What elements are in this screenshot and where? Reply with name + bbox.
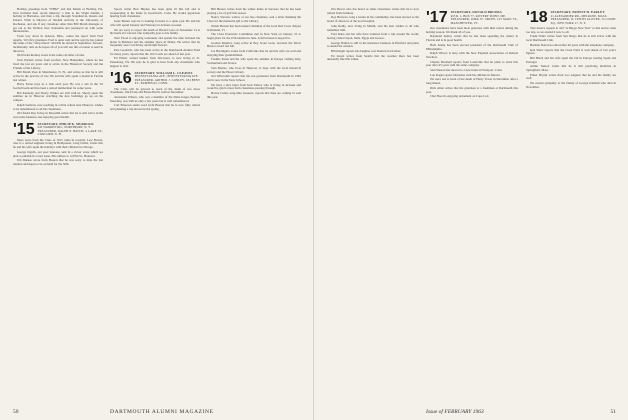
paragraph: The Class Executive Committee met in New York on January 10 to begin plans for the 47th reunion in June. A full turnout is hoped for. bbox=[207, 32, 301, 40]
paragraph: Harry Eaton pays us a visit each year. He was a sub in the '16 football team and has been a retired lumberman for some years. bbox=[13, 82, 103, 91]
class-officers bbox=[38, 123, 103, 137]
paragraph: We were sad to learn of the death of Harry Tower in December after a long illness. bbox=[426, 77, 518, 86]
paragraph: Gordon Maurice, long active in Boy Scout work, received the Silver Beaver award last fall. bbox=[207, 40, 301, 49]
secretary-address: 645 WARREN RD., NORTHPORT, N. Y. bbox=[37, 125, 91, 130]
issue-date: Issue of FEBRUARY 1963 bbox=[426, 409, 484, 415]
paragraph: Raymond Kelley writes that he has been spending the winter in Florida and is in good health. bbox=[426, 34, 518, 43]
right-column-2 bbox=[426, 8, 518, 408]
paragraph: Carl Emerson sends word from Boston that he is now fully retired and planning a trip abroad in the spring. bbox=[110, 103, 200, 112]
paragraph: Old friend Ray Tobey in Meredith writes that he is still active in his real estate business and enjoying good health. bbox=[13, 111, 103, 119]
paragraph: Charles Marshall reports from Louisville that he plans to retire this year after 45 years with the same company. bbox=[426, 59, 518, 68]
class-heading-1918 bbox=[526, 11, 616, 25]
secretary-address: PENNSYLVANIA AVE., PENNSYLVANIA AVE. bbox=[134, 74, 199, 79]
paragraph: Ken Shaw reports that the Class Fund is well ahead of last year's figures. bbox=[526, 47, 616, 56]
paragraph: Dick Allen writes that his grandson is a freshman at Dartmouth this year. bbox=[426, 85, 518, 94]
class-heading-1915 bbox=[13, 120, 103, 138]
paragraph: Howie Cutler, long-time treasurer, reports that dues are coming in well this year. bbox=[207, 91, 301, 99]
paragraph: Ralph Sanborn, now teaching in a little school near Hanover, wishes to be remembered to all his classmates. bbox=[13, 102, 103, 111]
secretary-line: SECRETARY, PHILIP K. MURDOCK bbox=[37, 121, 94, 126]
paragraph: From way down in Jackson, Miss., comes the report from Fred Applin, '16's first grandson. Fred is quite well and he says he has joined the ranks of the "sixty-niners" and that he retired in September. Stevens, incidentally, tells us he hopes all of you will use this occasion to send in the news. bbox=[13, 33, 103, 53]
paragraph: Roy Burrows, long a leader in his community, has been elected to the board of directors of the local hospital. bbox=[327, 15, 419, 24]
paragraph: The Class will be grieved to learn of the death of two more classmates, Jim Evans and Ernest Hatch, both in December. bbox=[110, 86, 200, 95]
class-officers bbox=[551, 11, 616, 25]
class-heading-1916 bbox=[110, 69, 200, 87]
class-notes-text bbox=[426, 27, 518, 99]
paragraph: George Hallett is still in the insurance business in Hartford and plans to attend the reunion. bbox=[327, 40, 419, 49]
class-notes-text bbox=[110, 88, 200, 112]
paragraph: Herman Dole has retired after 40 years with the telephone company. bbox=[530, 42, 615, 47]
paragraph: Frank Fuller writes from San Diego that he is still active with the local Dartmouth Club. bbox=[526, 34, 616, 43]
treasurer-line: TREASURER, ARTHUR J. CONLEY, 184 BENT ST., FAIRFIELD, CONN. bbox=[134, 77, 200, 86]
class-year: '16 bbox=[110, 69, 132, 87]
class-officers bbox=[135, 72, 200, 86]
secretary-line: SECRETARY, ERNEST H. EARLEY bbox=[550, 10, 605, 14]
paragraph: Tom Wyman writes from Grafton. New Hampshire, where he has lived the last six years and is active in the Historical Society and the Friends of the Library. bbox=[13, 58, 103, 70]
paragraph: Elmer Bryant writes from Los Angeles that he and his family are well. bbox=[526, 72, 616, 81]
paragraph: Gene Barker says he is looking forward to a quiet year. He and his wife will spend January and February in Arizona as usual. bbox=[110, 19, 200, 27]
paragraph: Hal Kennedy and Shorty Walker are still with us. Shorty spent the summer up in Hanover watching the new buildings go up on the campus. bbox=[13, 90, 103, 103]
paragraph: Fred Dana and his wife have returned from a trip around the world, having visited Japan, India, Egypt and Greece. bbox=[327, 32, 419, 40]
paragraph: Arthur Nelson writes that he is still practicing medicine in Springfield, Mass. bbox=[526, 64, 616, 73]
class-year: '17 bbox=[426, 9, 448, 26]
paragraph: Stan Barnes, who lives in Hanover, is busy with the local historical society and the Howe Library. bbox=[207, 65, 301, 74]
paragraph: More news from the Class of 1915 came in recently. Lew Brown, who is a retired engineer living in Hempstead, Long Island, writes that he and his wife spent the holidays with their children in Chicago. bbox=[13, 137, 103, 150]
class-year: '15 bbox=[13, 120, 35, 138]
paragraph: Herb Kemp has been elected president of the Dartmouth Club of Philadelphia. bbox=[426, 42, 518, 51]
paragraph: We extend sympathy to the family of George Kimball who died in November. bbox=[526, 81, 616, 89]
paragraph: Bill Hatch and his wife spent the fall in Europe touring Spain and Portugal. bbox=[526, 55, 616, 64]
left-column-1 bbox=[13, 8, 103, 408]
secretary-address: 21 ALEXANDER RD., MELROSE, MASS. bbox=[550, 13, 608, 18]
paragraph: Jim Durkee wrote from Boston that he was sorry to miss the last reunion and hopes to be on hand for the 50th. bbox=[13, 158, 103, 166]
paragraph: Ed Elliott, retired banker from Worcester, is now living in St. Petersburg, Fla. He says he is glad to hear from any classmates who happen to visit. bbox=[110, 56, 200, 68]
paragraph: Jim Dewar who has heard of other classmates writes that he is now retired from business. bbox=[327, 8, 419, 15]
left-column-2 bbox=[110, 8, 200, 408]
paragraph: George Ingalls, our poet laureate, sent in a clever verse which we plan to publish in a later issue. His address is 14 Elm St., Hanover. bbox=[13, 149, 103, 158]
class-notes-text bbox=[207, 8, 301, 99]
paragraph: Sports writer Bob Haynes has been quite ill this fall and is recuperating at his home in Greenwich, Conn. He would appreciate hearing from classmates. bbox=[110, 8, 200, 19]
paragraph: Chet Hood is enjoying retirement on Cape Cod. bbox=[430, 94, 490, 99]
paragraph: Bill Marsh lives in Manchester, N. H., and writes us that he is still active in the practice of law. He and his wife spent a month in Florida last winter. bbox=[13, 70, 103, 82]
paragraph: Stan Jones's request to add "A Happy New Year" to this notice came too late, so we extend it now to all. bbox=[526, 26, 616, 34]
paragraph: Bill Heaton writes from his winter home in Sarasota that he has been playing a lot of golf this season. bbox=[207, 8, 301, 15]
class-officers bbox=[451, 11, 518, 25]
treasurer-line: TREASURER, KIRK W. SMITH, 123 MAIN ST., MANCHESTER, VT. bbox=[450, 17, 518, 25]
class-notes-text bbox=[110, 8, 200, 69]
paragraph: Old friend Rodney Gates is the same old teller of tales. bbox=[17, 53, 85, 58]
paragraph: Ted Whitcomb reports that his son graduated from Dartmouth in 1962 and is now in the Tuck School. bbox=[207, 74, 301, 82]
class-notes-text bbox=[327, 8, 419, 62]
paragraph: We have a nice letter from Ken Tarbox who is living in Arizona and would be glad to hear from classmates passing through. bbox=[207, 82, 301, 91]
paragraph: Ralph Wilcox is busy with the New England Association of Retired Teachers. bbox=[426, 51, 518, 59]
treasurer-line: TREASURER, RALPH P. HATCH, 4 LAKE ST., CONCORD, N. H. bbox=[37, 128, 103, 137]
paragraph: Holiday greetings from "WHIZ" and Dot Marsh of Holiday, Fla. have included their recent itinerary: a visit to the Virgin Islands, a holiday in Barbados, and then a trip through Scandinavia, Russia and Poland. Whiz is Director of Student Activity at the University of Rochester, and ask if any classmate other than Bill Marsh manages to get out to the Weldon river Jerusalem and journeyed on with some missionaries. bbox=[13, 8, 103, 34]
paragraph: Walter Beaton has been named chairman of the local Red Cross chapter in Rutland, Vt. bbox=[207, 23, 301, 32]
class-heading-1917 bbox=[426, 11, 518, 25]
paragraph: Nancy Stevens, widow of our late classmate, sent a letter thanking the Class for the memorial gift to the Library. bbox=[207, 15, 301, 24]
paragraph: Bill Knight reports his daughter was married in October. bbox=[331, 49, 401, 54]
treasurer-line: TREASURER, W. CURTIS GLOVER, 15 COURT SQ., NEW YORK 17, N. Y. bbox=[550, 17, 616, 25]
class-notes-text bbox=[526, 27, 616, 90]
paragraph: We are sorry to report the death of Harold Cole on November 14 at his home in Concord. Our sympathy goes to his family. bbox=[110, 27, 200, 36]
right-column-3 bbox=[526, 8, 616, 408]
paragraph: Joe Harrington writes from California that he and his wife are well and enjoying their grandchildren. bbox=[207, 49, 301, 57]
paragraph: Lou Rogers spent Christmas with his children in Denver. bbox=[430, 72, 501, 77]
paragraph: Sam Weston has moved to a new home in Westport, Conn. bbox=[430, 68, 503, 73]
right-column-1 bbox=[327, 8, 419, 408]
class-year: '18 bbox=[526, 9, 548, 26]
paragraph: Alexander Wilson, who was a member of the Delta Kappa Epsilon fraternity, was with us only a few years but is well remembered. bbox=[110, 94, 200, 103]
magazine-title: DARTMOUTH ALUMNI MAGAZINE bbox=[110, 409, 214, 415]
right-page bbox=[314, 0, 628, 420]
class-notes-text bbox=[13, 139, 103, 167]
left-column-3 bbox=[207, 8, 301, 408]
paragraph: John Reilly, now living in Miami, sent his best wishes to all who remember him. bbox=[327, 23, 419, 32]
secretary-address: R.F.D. 1, BOX 77, KITTERY POINT, ME. bbox=[450, 13, 507, 18]
page-number: 51 bbox=[610, 409, 616, 415]
page-number: 50 bbox=[13, 409, 19, 415]
class-notes-text bbox=[13, 8, 103, 120]
paragraph: Walt Flood is enjoying retirement and spends his time between his home in Belmont and his summer place in Maine. He writes that he frequently sees Carl Perley and Ralph Stewart. bbox=[110, 35, 200, 48]
secretary-line: SECRETARY, DONALD BROOKS bbox=[450, 10, 502, 14]
paragraph: Pete Goodrich, who has been active in the Dartmouth Alumni Fund for many years, reports that the 1915 totals are ahead of last year. bbox=[110, 48, 200, 56]
paragraph: Our classmates have been most generous with their letters during the holiday season. We thank all of you. bbox=[426, 26, 518, 34]
paragraph: Ed Jewett writes from Seattle that the weather there has been unusually fine this winter. bbox=[327, 53, 419, 62]
secretary-line: SECRETARY, WILLIAM L. CLEAVES bbox=[134, 70, 193, 75]
paragraph: Freddie Eaton and his wife spent the summer in Europe visiting Italy, Switzerland and France. bbox=[207, 57, 301, 66]
